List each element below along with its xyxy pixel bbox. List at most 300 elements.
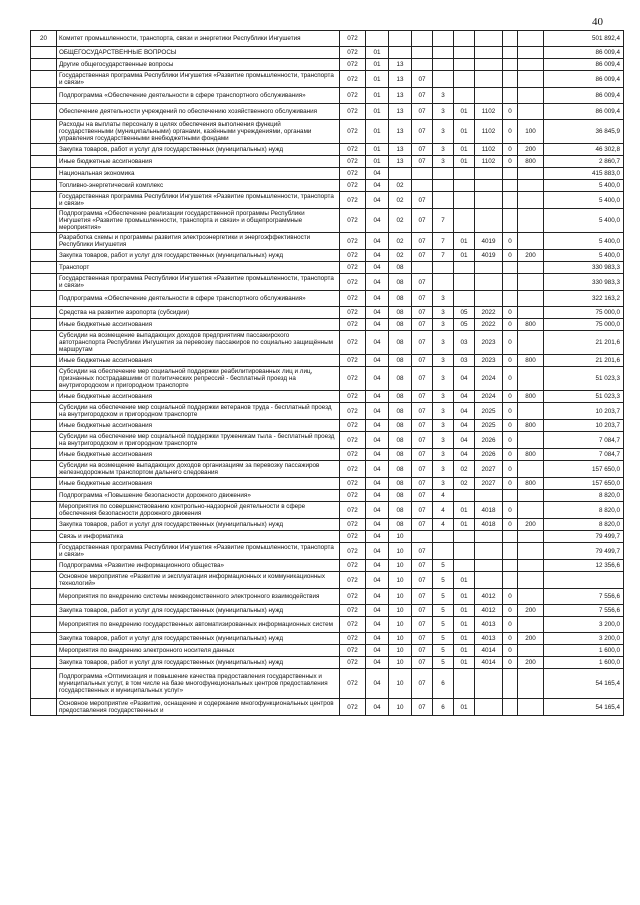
row-main-event: 02 xyxy=(454,478,475,490)
row-subprogram: 5 xyxy=(433,572,454,589)
row-name: Подпрограмма «Обеспечение реализации государственной программы Республики Ингушетия «Развитие промышленности, транспорта и связи» и общепрограммные мероприятия» xyxy=(57,209,340,233)
row-expense-type: 200 xyxy=(518,144,544,156)
row-subsection: 08 xyxy=(389,449,412,461)
table-row xyxy=(31,560,624,572)
row-subprogram: 4 xyxy=(433,490,454,502)
row-name: Подпрограмма «Обеспечение деятельности в сфере транспортного обслуживания» xyxy=(57,291,340,307)
row-expense-type xyxy=(518,59,544,71)
row-subprogram: 3 xyxy=(433,156,454,168)
row-subsection: 02 xyxy=(389,192,412,209)
row-name: Мероприятия по совершенствованию контрольно-надзорной деятельности в сфере обеспечения безопасности дорожного движения xyxy=(57,502,340,519)
row-direction xyxy=(475,59,503,71)
row-subsection: 08 xyxy=(389,478,412,490)
row-subsection: 13 xyxy=(389,156,412,168)
row-main-event: 01 xyxy=(454,120,475,144)
row-section: 01 xyxy=(366,144,389,156)
row-subsection: 08 xyxy=(389,391,412,403)
row-direction: 4012 xyxy=(475,589,503,605)
row-program: 07 xyxy=(412,490,433,502)
table-row xyxy=(31,572,624,589)
table-row xyxy=(31,490,624,502)
row-extra-code: 0 xyxy=(503,502,518,519)
row-admin-code: 072 xyxy=(340,31,366,47)
row-expense-type: 800 xyxy=(518,319,544,331)
row-program: 07 xyxy=(412,605,433,617)
row-program: 07 xyxy=(412,88,433,104)
row-admin-code: 072 xyxy=(340,403,366,420)
row-extra-code: 0 xyxy=(503,104,518,120)
row-amount: 21 201,6 xyxy=(544,331,624,355)
row-direction xyxy=(475,572,503,589)
row-name: Иные бюджетные ассигнования xyxy=(57,391,340,403)
row-section: 04 xyxy=(366,572,389,589)
row-main-event: 04 xyxy=(454,367,475,391)
row-extra-code xyxy=(503,490,518,502)
table-row xyxy=(31,367,624,391)
row-name: Государственная программа Республики Ингушетия «Развитие промышленности, транспорта и связи» xyxy=(57,543,340,560)
row-admin-code: 072 xyxy=(340,59,366,71)
row-number xyxy=(31,59,57,71)
row-expense-type xyxy=(518,71,544,88)
row-name: Субсидии на обеспечение мер социальной поддержки ветеранов труда - бесплатный проезд на внутригородском и пригородном транспорте xyxy=(57,403,340,420)
table-row xyxy=(31,633,624,645)
row-direction: 2026 xyxy=(475,432,503,449)
row-section: 04 xyxy=(366,669,389,699)
row-extra-code xyxy=(503,47,518,59)
table-row xyxy=(31,589,624,605)
row-amount: 7 556,6 xyxy=(544,605,624,617)
row-section: 04 xyxy=(366,589,389,605)
row-expense-type: 100 xyxy=(518,120,544,144)
row-subprogram xyxy=(433,192,454,209)
row-program: 07 xyxy=(412,560,433,572)
row-subprogram: 7 xyxy=(433,209,454,233)
row-name: Иные бюджетные ассигнования xyxy=(57,355,340,367)
row-admin-code: 072 xyxy=(340,192,366,209)
row-subsection: 08 xyxy=(389,331,412,355)
row-subprogram: 3 xyxy=(433,307,454,319)
row-main-event xyxy=(454,88,475,104)
table-row xyxy=(31,262,624,274)
row-number xyxy=(31,605,57,617)
row-amount: 7 556,6 xyxy=(544,589,624,605)
row-admin-code: 072 xyxy=(340,319,366,331)
row-main-event xyxy=(454,47,475,59)
row-name: Национальная экономика xyxy=(57,168,340,180)
row-admin-code: 072 xyxy=(340,605,366,617)
row-main-event: 01 xyxy=(454,519,475,531)
row-extra-code xyxy=(503,31,518,47)
row-number xyxy=(31,262,57,274)
row-name: Средства на развитие аэропорта (субсидии) xyxy=(57,307,340,319)
row-expense-type xyxy=(518,560,544,572)
row-subprogram: 3 xyxy=(433,319,454,331)
row-amount: 21 201,6 xyxy=(544,355,624,367)
table-row xyxy=(31,88,624,104)
row-program: 07 xyxy=(412,478,433,490)
row-subprogram xyxy=(433,168,454,180)
row-subprogram xyxy=(433,180,454,192)
row-subsection xyxy=(389,168,412,180)
row-extra-code: 0 xyxy=(503,633,518,645)
table-row xyxy=(31,699,624,716)
row-direction xyxy=(475,31,503,47)
row-name: Иные бюджетные ассигнования xyxy=(57,319,340,331)
row-number xyxy=(31,391,57,403)
row-subsection: 08 xyxy=(389,432,412,449)
row-direction: 2027 xyxy=(475,461,503,478)
row-extra-code: 0 xyxy=(503,519,518,531)
row-section: 04 xyxy=(366,543,389,560)
row-admin-code: 072 xyxy=(340,104,366,120)
row-section: 04 xyxy=(366,168,389,180)
row-section: 04 xyxy=(366,262,389,274)
row-name: Подпрограмма «Развитие информационного общества» xyxy=(57,560,340,572)
row-direction xyxy=(475,71,503,88)
row-name: Топливно-энергетический комплекс xyxy=(57,180,340,192)
row-subsection: 13 xyxy=(389,88,412,104)
row-amount: 5 400,0 xyxy=(544,233,624,250)
row-name: Мероприятия по внедрению государственных автоматизированных информационных систем xyxy=(57,617,340,633)
row-direction xyxy=(475,490,503,502)
row-main-event xyxy=(454,291,475,307)
row-number xyxy=(31,47,57,59)
row-section: 01 xyxy=(366,47,389,59)
row-expense-type: 200 xyxy=(518,633,544,645)
row-subprogram: 3 xyxy=(433,104,454,120)
row-expense-type: 800 xyxy=(518,391,544,403)
row-program: 07 xyxy=(412,633,433,645)
row-extra-code xyxy=(503,543,518,560)
table-row xyxy=(31,233,624,250)
row-extra-code xyxy=(503,71,518,88)
row-section: 04 xyxy=(366,291,389,307)
row-number xyxy=(31,307,57,319)
row-number xyxy=(31,274,57,291)
row-expense-type xyxy=(518,307,544,319)
budget-table-body xyxy=(31,31,624,716)
row-section: 04 xyxy=(366,367,389,391)
row-number xyxy=(31,531,57,543)
row-number xyxy=(31,180,57,192)
row-extra-code xyxy=(503,262,518,274)
row-main-event xyxy=(454,168,475,180)
row-extra-code xyxy=(503,531,518,543)
row-extra-code xyxy=(503,88,518,104)
row-extra-code: 0 xyxy=(503,319,518,331)
row-expense-type xyxy=(518,104,544,120)
row-number xyxy=(31,209,57,233)
row-expense-type xyxy=(518,589,544,605)
row-program xyxy=(412,47,433,59)
row-number xyxy=(31,657,57,669)
row-section: 04 xyxy=(366,331,389,355)
row-expense-type xyxy=(518,274,544,291)
row-amount: 157 650,0 xyxy=(544,461,624,478)
row-amount: 1 600,0 xyxy=(544,657,624,669)
row-direction xyxy=(475,47,503,59)
row-number xyxy=(31,331,57,355)
row-name: Основное мероприятие «Развитие и эксплуатация информационных и коммуникационных технологий» xyxy=(57,572,340,589)
row-number xyxy=(31,192,57,209)
row-expense-type xyxy=(518,262,544,274)
row-name: Подпрограмма «Повышение безопасности дорожного движения» xyxy=(57,490,340,502)
row-subprogram: 3 xyxy=(433,391,454,403)
row-expense-type xyxy=(518,233,544,250)
row-amount: 3 200,0 xyxy=(544,617,624,633)
row-amount xyxy=(544,572,624,589)
row-main-event: 04 xyxy=(454,403,475,420)
row-direction: 1102 xyxy=(475,120,503,144)
table-row xyxy=(31,71,624,88)
row-amount: 7 084,7 xyxy=(544,449,624,461)
row-amount: 8 820,0 xyxy=(544,519,624,531)
row-admin-code: 072 xyxy=(340,47,366,59)
row-expense-type xyxy=(518,31,544,47)
budget-table-wrapper xyxy=(30,30,623,716)
row-name: Субсидии на возмещение выпадающих доходов организациям за перевозку пассажиров железнодорожным транспортом дальнего следования xyxy=(57,461,340,478)
row-name: Закупка товаров, работ и услуг для государственных (муниципальных) нужд xyxy=(57,519,340,531)
row-section: 01 xyxy=(366,59,389,71)
table-row xyxy=(31,180,624,192)
table-row xyxy=(31,543,624,560)
row-direction: 1102 xyxy=(475,144,503,156)
row-name: Иные бюджетные ассигнования xyxy=(57,420,340,432)
row-admin-code: 072 xyxy=(340,461,366,478)
row-section: 01 xyxy=(366,156,389,168)
row-subprogram: 5 xyxy=(433,589,454,605)
row-program: 07 xyxy=(412,144,433,156)
table-row xyxy=(31,156,624,168)
row-subsection xyxy=(389,47,412,59)
row-program: 07 xyxy=(412,307,433,319)
row-amount: 36 845,9 xyxy=(544,120,624,144)
row-subprogram: 7 xyxy=(433,250,454,262)
row-subsection: 08 xyxy=(389,502,412,519)
row-main-event: 01 xyxy=(454,645,475,657)
row-section: 04 xyxy=(366,657,389,669)
row-subprogram: 5 xyxy=(433,645,454,657)
row-program: 07 xyxy=(412,589,433,605)
row-amount: 5 400,0 xyxy=(544,192,624,209)
row-subprogram: 5 xyxy=(433,633,454,645)
row-subprogram: 3 xyxy=(433,403,454,420)
row-admin-code: 072 xyxy=(340,502,366,519)
row-subsection: 08 xyxy=(389,319,412,331)
row-subprogram: 3 xyxy=(433,420,454,432)
row-subprogram xyxy=(433,47,454,59)
row-number xyxy=(31,461,57,478)
row-subsection: 02 xyxy=(389,180,412,192)
row-subprogram xyxy=(433,543,454,560)
row-extra-code: 0 xyxy=(503,432,518,449)
row-program: 07 xyxy=(412,669,433,699)
row-expense-type xyxy=(518,403,544,420)
row-number xyxy=(31,502,57,519)
row-section: 01 xyxy=(366,120,389,144)
row-subsection: 13 xyxy=(389,120,412,144)
row-number xyxy=(31,250,57,262)
row-main-event: 01 xyxy=(454,633,475,645)
row-program: 07 xyxy=(412,274,433,291)
row-direction: 2027 xyxy=(475,478,503,490)
row-subprogram xyxy=(433,59,454,71)
row-section: 04 xyxy=(366,449,389,461)
row-number xyxy=(31,432,57,449)
row-name: Иные бюджетные ассигнования xyxy=(57,478,340,490)
row-expense-type: 800 xyxy=(518,478,544,490)
row-program: 07 xyxy=(412,391,433,403)
row-section: 04 xyxy=(366,645,389,657)
row-main-event: 03 xyxy=(454,355,475,367)
row-main-event xyxy=(454,531,475,543)
row-subsection: 08 xyxy=(389,291,412,307)
row-expense-type xyxy=(518,502,544,519)
row-name: Обеспечение деятельности учреждений по обеспечению хозяйственного обслуживания xyxy=(57,104,340,120)
row-subsection xyxy=(389,31,412,47)
row-expense-type: 200 xyxy=(518,250,544,262)
row-number xyxy=(31,645,57,657)
row-extra-code: 0 xyxy=(503,449,518,461)
row-subsection: 10 xyxy=(389,605,412,617)
row-direction xyxy=(475,168,503,180)
table-row xyxy=(31,59,624,71)
row-extra-code: 0 xyxy=(503,355,518,367)
row-program: 07 xyxy=(412,192,433,209)
row-number xyxy=(31,104,57,120)
row-subprogram: 5 xyxy=(433,617,454,633)
table-row xyxy=(31,331,624,355)
row-main-event: 01 xyxy=(454,233,475,250)
row-number xyxy=(31,572,57,589)
row-extra-code: 0 xyxy=(503,645,518,657)
row-amount: 86 009,4 xyxy=(544,88,624,104)
row-amount: 157 650,0 xyxy=(544,478,624,490)
table-row xyxy=(31,319,624,331)
row-program xyxy=(412,31,433,47)
row-name: Государственная программа Республики Ингушетия «Развитие промышленности, транспорта и связи» xyxy=(57,192,340,209)
row-admin-code: 072 xyxy=(340,633,366,645)
row-program: 07 xyxy=(412,233,433,250)
row-number xyxy=(31,120,57,144)
row-extra-code: 0 xyxy=(503,233,518,250)
row-subsection: 08 xyxy=(389,262,412,274)
row-subsection: 08 xyxy=(389,403,412,420)
row-extra-code: 0 xyxy=(503,589,518,605)
row-subsection: 08 xyxy=(389,461,412,478)
row-number xyxy=(31,291,57,307)
row-amount: 54 165,4 xyxy=(544,699,624,716)
row-subprogram: 3 xyxy=(433,449,454,461)
row-subsection: 08 xyxy=(389,490,412,502)
row-program: 07 xyxy=(412,291,433,307)
row-amount: 12 356,6 xyxy=(544,560,624,572)
row-expense-type: 800 xyxy=(518,355,544,367)
row-section: 04 xyxy=(366,307,389,319)
row-extra-code xyxy=(503,59,518,71)
row-extra-code xyxy=(503,274,518,291)
row-section: 04 xyxy=(366,502,389,519)
row-subsection: 08 xyxy=(389,307,412,319)
row-expense-type xyxy=(518,209,544,233)
row-main-event xyxy=(454,31,475,47)
row-subprogram xyxy=(433,31,454,47)
row-expense-type xyxy=(518,180,544,192)
row-program: 07 xyxy=(412,156,433,168)
row-main-event: 01 xyxy=(454,572,475,589)
row-main-event: 01 xyxy=(454,144,475,156)
row-subprogram: 3 xyxy=(433,144,454,156)
row-name: Закупка товаров, работ и услуг для государственных (муниципальных) нужд xyxy=(57,605,340,617)
row-section: 04 xyxy=(366,699,389,716)
row-admin-code: 072 xyxy=(340,144,366,156)
row-expense-type xyxy=(518,617,544,633)
row-admin-code: 072 xyxy=(340,331,366,355)
row-expense-type: 200 xyxy=(518,605,544,617)
row-number xyxy=(31,478,57,490)
table-row xyxy=(31,420,624,432)
row-main-event: 01 xyxy=(454,156,475,168)
row-direction xyxy=(475,291,503,307)
row-section: 04 xyxy=(366,617,389,633)
row-name: Подпрограмма «Оптимизация и повышение качества предоставления государственных и муниципальных услуг, в том числе на базе многофункциональных центров предоставления государственных и муниципальных услуг» xyxy=(57,669,340,699)
row-admin-code: 072 xyxy=(340,233,366,250)
row-main-event: 04 xyxy=(454,420,475,432)
row-direction xyxy=(475,669,503,699)
row-extra-code: 0 xyxy=(503,657,518,669)
row-admin-code: 072 xyxy=(340,367,366,391)
row-section: 04 xyxy=(366,432,389,449)
row-direction: 1102 xyxy=(475,104,503,120)
row-section: 04 xyxy=(366,519,389,531)
row-subsection: 08 xyxy=(389,367,412,391)
row-main-event: 05 xyxy=(454,319,475,331)
row-subprogram: 6 xyxy=(433,699,454,716)
row-section xyxy=(366,31,389,47)
row-expense-type xyxy=(518,432,544,449)
table-row xyxy=(31,355,624,367)
row-admin-code: 072 xyxy=(340,478,366,490)
row-section: 04 xyxy=(366,192,389,209)
row-expense-type: 200 xyxy=(518,519,544,531)
row-program: 07 xyxy=(412,461,433,478)
row-program: 07 xyxy=(412,502,433,519)
row-extra-code: 0 xyxy=(503,391,518,403)
row-direction: 4019 xyxy=(475,233,503,250)
table-row xyxy=(31,209,624,233)
row-direction: 2024 xyxy=(475,391,503,403)
row-subprogram: 3 xyxy=(433,291,454,307)
row-direction: 2023 xyxy=(475,355,503,367)
row-direction: 2025 xyxy=(475,420,503,432)
row-expense-type xyxy=(518,699,544,716)
row-section: 04 xyxy=(366,490,389,502)
row-name: Другие общегосударственные вопросы xyxy=(57,59,340,71)
row-amount: 79 499,7 xyxy=(544,531,624,543)
row-extra-code xyxy=(503,572,518,589)
row-direction: 4012 xyxy=(475,605,503,617)
row-number xyxy=(31,144,57,156)
row-program: 07 xyxy=(412,319,433,331)
row-main-event: 04 xyxy=(454,432,475,449)
row-number xyxy=(31,156,57,168)
row-expense-type xyxy=(518,669,544,699)
row-subprogram xyxy=(433,274,454,291)
row-expense-type xyxy=(518,645,544,657)
row-extra-code: 0 xyxy=(503,250,518,262)
row-extra-code: 0 xyxy=(503,120,518,144)
table-row xyxy=(31,669,624,699)
